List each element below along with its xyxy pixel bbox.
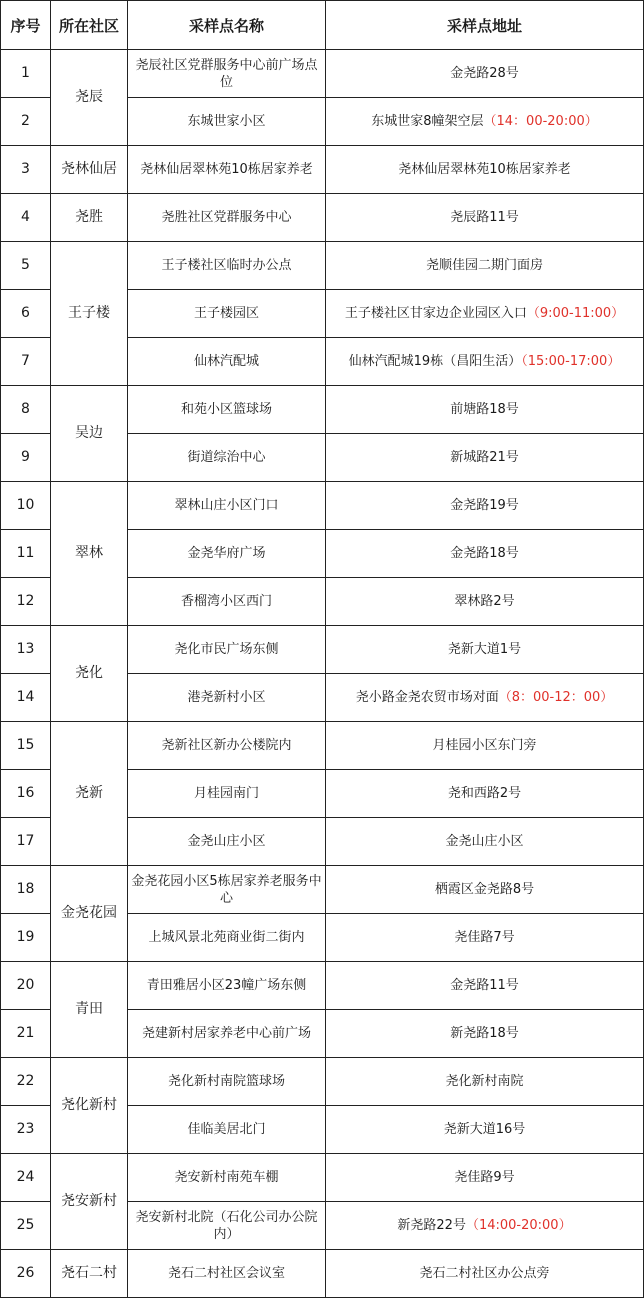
header-community: 所在社区 (51, 1, 128, 50)
site-address-cell (326, 722, 644, 770)
seq-cell: 3 (1, 146, 51, 194)
seq-cell: 9 (1, 434, 51, 482)
site-address-cell (326, 578, 644, 626)
seq-cell: 19 (1, 914, 51, 962)
address-text: 东城世家8幢架空层 (371, 114, 484, 129)
header-site-name: 采样点名称 (128, 1, 326, 50)
site-name-cell: 上城风景北苑商业街二街内 (128, 914, 326, 962)
address-text: 尧和西路2号 (447, 786, 522, 801)
seq-cell: 12 (1, 578, 51, 626)
seq-cell: 6 (1, 290, 51, 338)
address-text: 金尧路28号 (450, 66, 519, 81)
community-cell: 王子楼 (51, 242, 128, 386)
site-address-cell (326, 1058, 644, 1106)
community-cell: 尧化 (51, 626, 128, 722)
seq-cell: 5 (1, 242, 51, 290)
seq-cell: 24 (1, 1154, 51, 1202)
address-text: 金尧山庄小区 (445, 834, 524, 849)
time-note: （9:00-11:00） (526, 306, 625, 321)
address-text: 尧小路金尧农贸市场对面 (355, 690, 499, 705)
site-name-cell: 香榴湾小区西门 (128, 578, 326, 626)
site-address-cell (326, 962, 644, 1010)
site-name-cell: 东城世家小区 (128, 98, 326, 146)
community-cell: 尧林仙居 (51, 146, 128, 194)
table-row (1, 626, 644, 674)
site-address-cell (326, 1010, 644, 1058)
site-name-cell: 金尧华府广场 (128, 530, 326, 578)
site-address-cell (326, 674, 644, 722)
site-name-cell: 和苑小区篮球场 (128, 386, 326, 434)
site-name-cell: 尧安新村南苑车棚 (128, 1154, 326, 1202)
time-note: （15:00-17:00） (521, 354, 621, 369)
community-cell: 尧石二村 (51, 1250, 128, 1298)
seq-cell: 15 (1, 722, 51, 770)
address-text: 金尧路11号 (450, 978, 519, 993)
site-name-cell: 尧安新村北院（石化公司办公院内） (128, 1202, 326, 1250)
table-row (1, 1250, 644, 1298)
address-text: 尧化新村南院 (445, 1074, 524, 1089)
seq-cell: 20 (1, 962, 51, 1010)
address-text: 金尧路19号 (450, 498, 519, 513)
address-text: 王子楼社区甘家边企业园区入口 (344, 306, 527, 321)
header-seq: 序号 (1, 1, 51, 50)
seq-cell: 23 (1, 1106, 51, 1154)
table-row (1, 1154, 644, 1202)
site-name-cell: 尧新社区新办公楼院内 (128, 722, 326, 770)
time-note: （14:00-20:00） (465, 1218, 572, 1233)
community-cell: 尧化新村 (51, 1058, 128, 1154)
time-note: （8：00-12：00） (498, 690, 614, 705)
address-text: 尧佳路7号 (454, 930, 515, 945)
address-text: 栖霞区金尧路8号 (434, 882, 535, 897)
table-row (1, 194, 644, 242)
site-name-cell: 佳临美居北门 (128, 1106, 326, 1154)
table-row (1, 962, 644, 1010)
site-name-cell: 港尧新村小区 (128, 674, 326, 722)
site-address-cell (326, 1106, 644, 1154)
site-name-cell: 尧建新村居家养老中心前广场 (128, 1010, 326, 1058)
seq-cell: 11 (1, 530, 51, 578)
community-cell: 金尧花园 (51, 866, 128, 962)
site-address-cell (326, 530, 644, 578)
site-name-cell: 月桂园南门 (128, 770, 326, 818)
site-address-cell (326, 434, 644, 482)
site-name-cell: 王子楼社区临时办公点 (128, 242, 326, 290)
seq-cell: 18 (1, 866, 51, 914)
community-cell: 青田 (51, 962, 128, 1058)
site-name-cell: 尧胜社区党群服务中心 (128, 194, 326, 242)
site-name-cell: 街道综治中心 (128, 434, 326, 482)
site-address-cell (326, 914, 644, 962)
time-note: （14：00-20:00） (483, 114, 598, 129)
site-address-cell (326, 338, 644, 386)
seq-cell: 2 (1, 98, 51, 146)
community-cell: 吴边 (51, 386, 128, 482)
site-address-cell (326, 866, 644, 914)
address-text: 新尧路18号 (450, 1026, 519, 1041)
seq-cell: 13 (1, 626, 51, 674)
site-name-cell: 青田雅居小区23幢广场东侧 (128, 962, 326, 1010)
table-body (1, 50, 644, 1298)
seq-cell: 21 (1, 1010, 51, 1058)
seq-cell: 26 (1, 1250, 51, 1298)
site-address-cell (326, 290, 644, 338)
site-address-cell (326, 146, 644, 194)
site-address-cell (326, 386, 644, 434)
site-address-cell (326, 770, 644, 818)
community-cell: 尧安新村 (51, 1154, 128, 1250)
address-text: 尧新大道16号 (443, 1122, 526, 1137)
seq-cell: 7 (1, 338, 51, 386)
site-address-cell (326, 194, 644, 242)
address-text: 尧顺佳园二期门面房 (425, 258, 543, 273)
address-text: 尧佳路9号 (454, 1170, 515, 1185)
address-text: 尧林仙居翠林苑10栋居家养老 (398, 162, 571, 177)
table-row (1, 242, 644, 290)
site-address-cell (326, 50, 644, 98)
address-text: 仙林汽配城19栋（昌阳生活） (348, 354, 522, 369)
site-name-cell: 翠林山庄小区门口 (128, 482, 326, 530)
site-name-cell: 尧石二村社区会议室 (128, 1250, 326, 1298)
address-text: 尧石二村社区办公点旁 (419, 1266, 550, 1281)
address-text: 尧辰路11号 (450, 210, 519, 225)
site-name-cell: 尧林仙居翠林苑10栋居家养老 (128, 146, 326, 194)
table-row (1, 386, 644, 434)
community-cell: 尧辰 (51, 50, 128, 146)
site-name-cell: 尧化市民广场东侧 (128, 626, 326, 674)
site-name-cell: 尧辰社区党群服务中心前广场点位 (128, 50, 326, 98)
site-address-cell (326, 98, 644, 146)
site-name-cell: 仙林汽配城 (128, 338, 326, 386)
seq-cell: 16 (1, 770, 51, 818)
site-address-cell (326, 482, 644, 530)
table-row (1, 866, 644, 914)
site-address-cell (326, 242, 644, 290)
address-text: 新尧路22号 (397, 1218, 466, 1233)
table-row (1, 722, 644, 770)
site-address-cell (326, 626, 644, 674)
seq-cell: 22 (1, 1058, 51, 1106)
community-cell: 尧胜 (51, 194, 128, 242)
table-row (1, 50, 644, 98)
site-address-cell (326, 1154, 644, 1202)
address-text: 金尧路18号 (450, 546, 519, 561)
address-text: 翠林路2号 (454, 594, 515, 609)
address-text: 尧新大道1号 (447, 642, 522, 657)
table-row (1, 146, 644, 194)
seq-cell: 1 (1, 50, 51, 98)
seq-cell: 17 (1, 818, 51, 866)
community-cell: 翠林 (51, 482, 128, 626)
site-name-cell: 金尧花园小区5栋居家养老服务中心 (128, 866, 326, 914)
seq-cell: 25 (1, 1202, 51, 1250)
table-row (1, 1058, 644, 1106)
site-name-cell: 尧化新村南院篮球场 (128, 1058, 326, 1106)
site-name-cell: 金尧山庄小区 (128, 818, 326, 866)
seq-cell: 8 (1, 386, 51, 434)
table-header-row (1, 1, 644, 50)
community-cell: 尧新 (51, 722, 128, 866)
address-text: 新城路21号 (450, 450, 519, 465)
site-address-cell (326, 1202, 644, 1250)
header-site-address: 采样点地址 (326, 1, 644, 50)
seq-cell: 14 (1, 674, 51, 722)
site-name-cell: 王子楼园区 (128, 290, 326, 338)
seq-cell: 4 (1, 194, 51, 242)
site-address-cell (326, 1250, 644, 1298)
address-text: 月桂园小区东门旁 (432, 738, 537, 753)
site-address-cell (326, 818, 644, 866)
address-text: 前塘路18号 (450, 402, 519, 417)
table-row (1, 482, 644, 530)
seq-cell: 10 (1, 482, 51, 530)
